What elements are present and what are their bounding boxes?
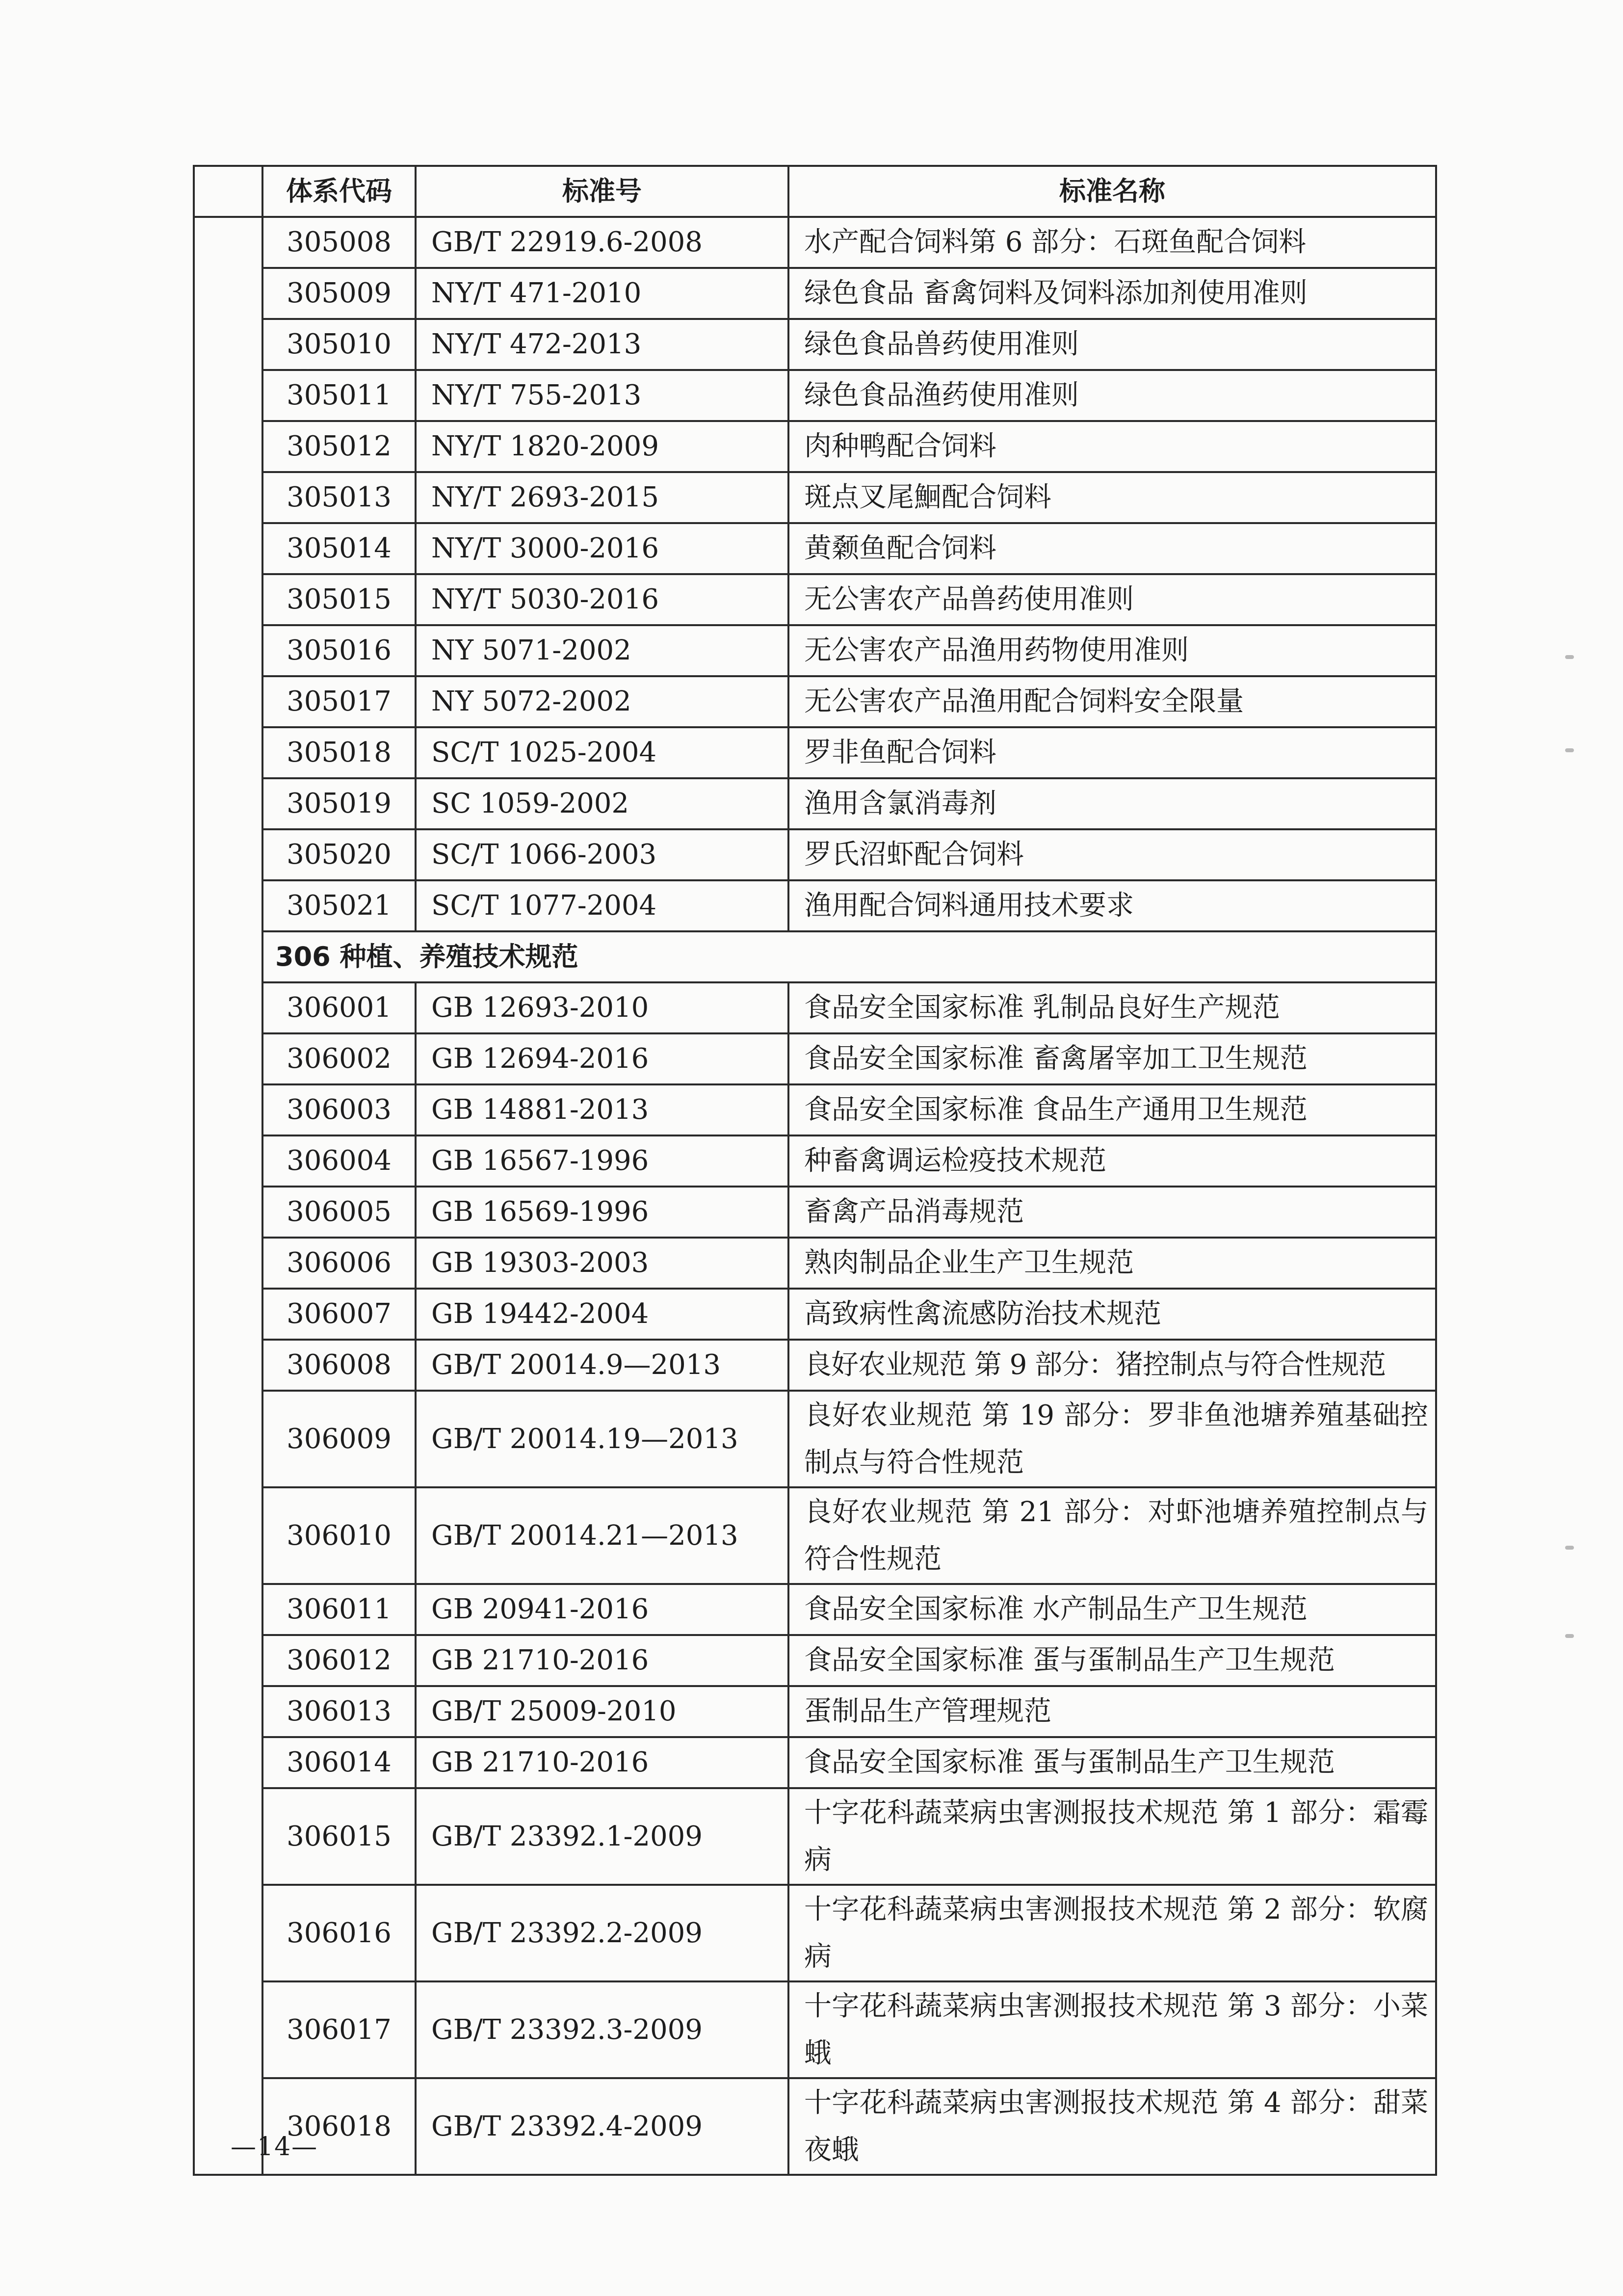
row-name: 渔用配合饲料通用技术要求 (788, 880, 1436, 931)
row-name: 良好农业规范 第 21 部分：对虾池塘养殖控制点与符合性规范 (788, 1487, 1436, 1584)
table-row (194, 268, 1436, 319)
row-standard: SC/T 1025-2004 (416, 727, 788, 778)
row-code: 306004 (262, 1135, 416, 1187)
row-name: 罗非鱼配合饲料 (788, 727, 1436, 778)
row-name: 肉种鸭配合饲料 (788, 421, 1436, 472)
row-standard: GB/T 22919.6-2008 (416, 217, 788, 268)
row-standard: GB 21710-2016 (416, 1737, 788, 1788)
row-name: 黄颡鱼配合饲料 (788, 523, 1436, 574)
row-code: 305020 (262, 829, 416, 880)
row-code: 306009 (262, 1391, 416, 1487)
row-name: 食品安全国家标准 蛋与蛋制品生产卫生规范 (788, 1635, 1436, 1686)
table-row (194, 421, 1436, 472)
row-name: 罗氏沼虾配合饲料 (788, 829, 1436, 880)
row-standard: GB 16567-1996 (416, 1135, 788, 1187)
row-code: 305010 (262, 319, 416, 370)
row-code: 306013 (262, 1686, 416, 1737)
row-code: 306007 (262, 1289, 416, 1340)
row-code: 305014 (262, 523, 416, 574)
row-standard: NY 5072-2002 (416, 676, 788, 727)
scan-speck (1565, 748, 1574, 752)
table-row (194, 829, 1436, 880)
row-code: 305018 (262, 727, 416, 778)
row-name: 无公害农产品渔用药物使用准则 (788, 625, 1436, 676)
row-name: 无公害农产品兽药使用准则 (788, 574, 1436, 625)
table-row (194, 880, 1436, 931)
table-row (194, 574, 1436, 625)
row-standard: SC/T 1066-2003 (416, 829, 788, 880)
row-name: 食品安全国家标准 水产制品生产卫生规范 (788, 1584, 1436, 1635)
row-name: 十字花科蔬菜病虫害测报技术规范 第 4 部分：甜菜夜蛾 (788, 2078, 1436, 2175)
table-row (194, 1187, 1436, 1238)
row-name: 无公害农产品渔用配合饲料安全限量 (788, 676, 1436, 727)
row-code: 305017 (262, 676, 416, 727)
section-row (194, 931, 1436, 982)
row-name: 畜禽产品消毒规范 (788, 1187, 1436, 1238)
row-name: 良好农业规范 第 19 部分：罗非鱼池塘养殖基础控制点与符合性规范 (788, 1391, 1436, 1487)
table-row (194, 1135, 1436, 1187)
row-name: 十字花科蔬菜病虫害测报技术规范 第 1 部分：霜霉病 (788, 1788, 1436, 1885)
row-code: 306012 (262, 1635, 416, 1686)
row-code: 306016 (262, 1885, 416, 1981)
table-row (194, 1238, 1436, 1289)
row-name: 斑点叉尾鮰配合饲料 (788, 472, 1436, 523)
header-name: 标准名称 (788, 166, 1436, 217)
row-standard: NY/T 3000-2016 (416, 523, 788, 574)
table-row (194, 1635, 1436, 1686)
row-name: 渔用含氯消毒剂 (788, 778, 1436, 829)
table-row (194, 1686, 1436, 1737)
row-standard: GB/T 20014.19—2013 (416, 1391, 788, 1487)
row-code: 305015 (262, 574, 416, 625)
row-code: 306008 (262, 1340, 416, 1391)
row-code: 306003 (262, 1084, 416, 1135)
row-standard: GB/T 20014.9—2013 (416, 1340, 788, 1391)
table-row (194, 2078, 1436, 2175)
row-standard: SC 1059-2002 (416, 778, 788, 829)
left-margin-cell (194, 166, 262, 217)
header-standard: 标准号 (416, 166, 788, 217)
row-standard: NY/T 755-2013 (416, 370, 788, 421)
table-row (194, 1584, 1436, 1635)
row-code: 306011 (262, 1584, 416, 1635)
left-margin-column (194, 217, 262, 2175)
page-number: —14— (231, 2132, 318, 2162)
table-row (194, 472, 1436, 523)
row-code: 305008 (262, 217, 416, 268)
row-standard: GB/T 23392.4-2009 (416, 2078, 788, 2175)
row-name: 高致病性禽流感防治技术规范 (788, 1289, 1436, 1340)
row-standard: GB 16569-1996 (416, 1187, 788, 1238)
row-code: 305016 (262, 625, 416, 676)
row-standard: GB 12693-2010 (416, 982, 788, 1033)
row-code: 306014 (262, 1737, 416, 1788)
row-code: 306005 (262, 1187, 416, 1238)
row-standard: GB 19442-2004 (416, 1289, 788, 1340)
row-code: 305013 (262, 472, 416, 523)
row-name: 蛋制品生产管理规范 (788, 1686, 1436, 1737)
row-standard: NY/T 5030-2016 (416, 574, 788, 625)
row-standard: GB/T 23392.1-2009 (416, 1788, 788, 1885)
row-code: 305021 (262, 880, 416, 931)
row-code: 306010 (262, 1487, 416, 1584)
row-standard: GB 14881-2013 (416, 1084, 788, 1135)
row-code: 306018 (262, 2078, 416, 2175)
row-name: 十字花科蔬菜病虫害测报技术规范 第 2 部分：软腐病 (788, 1885, 1436, 1981)
row-code: 306015 (262, 1788, 416, 1885)
row-standard: GB 20941-2016 (416, 1584, 788, 1635)
scan-speck (1565, 1634, 1574, 1638)
row-name: 绿色食品兽药使用准则 (788, 319, 1436, 370)
row-standard: GB/T 20014.21—2013 (416, 1487, 788, 1584)
scan-speck (1565, 655, 1574, 659)
row-standard: GB 19303-2003 (416, 1238, 788, 1289)
row-standard: NY/T 472-2013 (416, 319, 788, 370)
row-name: 水产配合饲料第 6 部分：石斑鱼配合饲料 (788, 217, 1436, 268)
row-standard: NY/T 471-2010 (416, 268, 788, 319)
row-standard: GB 12694-2016 (416, 1033, 788, 1084)
row-name: 食品安全国家标准 畜禽屠宰加工卫生规范 (788, 1033, 1436, 1084)
row-code: 306017 (262, 1981, 416, 2078)
row-standard: GB 21710-2016 (416, 1635, 788, 1686)
section-title: 306 种植、养殖技术规范 (262, 931, 1436, 982)
row-name: 食品安全国家标准 食品生产通用卫生规范 (788, 1084, 1436, 1135)
table-row (194, 217, 1436, 268)
row-name: 良好农业规范 第 9 部分：猪控制点与符合性规范 (788, 1340, 1436, 1391)
table-row (194, 982, 1436, 1033)
row-code: 305019 (262, 778, 416, 829)
row-name: 食品安全国家标准 蛋与蛋制品生产卫生规范 (788, 1737, 1436, 1788)
table-row (194, 778, 1436, 829)
table-row (194, 676, 1436, 727)
row-name: 十字花科蔬菜病虫害测报技术规范 第 3 部分：小菜蛾 (788, 1981, 1436, 2078)
row-standard: NY/T 1820-2009 (416, 421, 788, 472)
table-row (194, 727, 1436, 778)
row-code: 305009 (262, 268, 416, 319)
table-row (194, 1788, 1436, 1885)
row-code: 305012 (262, 421, 416, 472)
table-row (194, 1340, 1436, 1391)
row-standard: SC/T 1077-2004 (416, 880, 788, 931)
row-code: 305011 (262, 370, 416, 421)
row-standard: GB/T 23392.2-2009 (416, 1885, 788, 1981)
table-row (194, 1981, 1436, 2078)
row-standard: GB/T 23392.3-2009 (416, 1981, 788, 2078)
scan-speck (1565, 1546, 1574, 1550)
table-row (194, 625, 1436, 676)
table-row (194, 1487, 1436, 1584)
table-row (194, 1033, 1436, 1084)
row-name: 食品安全国家标准 乳制品良好生产规范 (788, 982, 1436, 1033)
row-code: 306001 (262, 982, 416, 1033)
row-standard: NY 5071-2002 (416, 625, 788, 676)
row-name: 熟肉制品企业生产卫生规范 (788, 1238, 1436, 1289)
header-code: 体系代码 (262, 166, 416, 217)
table-row (194, 1885, 1436, 1981)
row-standard: NY/T 2693-2015 (416, 472, 788, 523)
table-row (194, 1084, 1436, 1135)
row-code: 306006 (262, 1238, 416, 1289)
table-row (194, 523, 1436, 574)
standards-table (193, 165, 1437, 2176)
row-name: 种畜禽调运检疫技术规范 (788, 1135, 1436, 1187)
row-name: 绿色食品渔药使用准则 (788, 370, 1436, 421)
table-row (194, 1391, 1436, 1487)
row-standard: GB/T 25009-2010 (416, 1686, 788, 1737)
table-row (194, 319, 1436, 370)
table-header-row (194, 166, 1436, 217)
table-row (194, 370, 1436, 421)
table-row (194, 1289, 1436, 1340)
row-code: 306002 (262, 1033, 416, 1084)
row-name: 绿色食品 畜禽饲料及饲料添加剂使用准则 (788, 268, 1436, 319)
table-row (194, 1737, 1436, 1788)
